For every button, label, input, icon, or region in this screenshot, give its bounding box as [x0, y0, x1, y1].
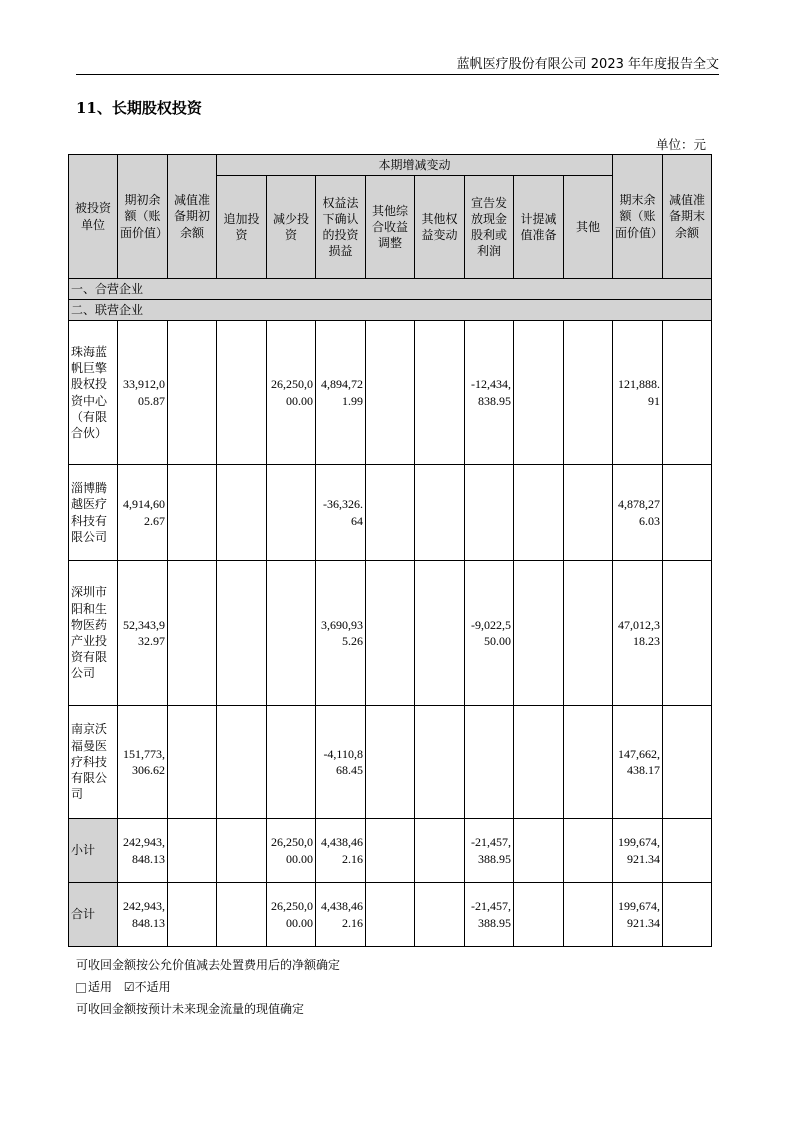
table-row [69, 706, 712, 819]
cell-impairment-provision [514, 561, 564, 706]
header-closing-impairment: 减值准备期末余额 [663, 155, 712, 279]
cell-additional-investment [217, 706, 267, 819]
cell-equity-method-income: -36,326.64 [316, 465, 366, 561]
cell-opening-balance: 151,773,306.62 [118, 706, 168, 819]
cell-other-equity-change [415, 465, 465, 561]
subtotal-other [564, 819, 613, 883]
subtotal-reduced-investment: 26,250,000.00 [267, 819, 316, 883]
header-additional-investment: 追加投资 [217, 176, 267, 279]
cell-investee: 南京沃福曼医疗科技有限公司 [69, 706, 118, 819]
cell-closing-balance: 121,888.91 [613, 321, 663, 465]
total-row [69, 883, 712, 947]
subtotal-impairment-provision [514, 819, 564, 883]
header-closing-balance: 期末余额（账面价值） [613, 155, 663, 279]
cell-additional-investment [217, 321, 267, 465]
cell-closing-balance: 47,012,318.23 [613, 561, 663, 706]
page-header [76, 57, 719, 75]
cell-oci-adjustment [366, 465, 415, 561]
subtotal-opening-impairment [168, 819, 217, 883]
total-oci-adjustment [366, 883, 415, 947]
total-other-equity-change [415, 883, 465, 947]
total-label: 合计 [69, 883, 118, 947]
not-applicable-checkbox-icon[interactable]: ☑ [123, 980, 135, 994]
cell-oci-adjustment [366, 706, 415, 819]
total-reduced-investment: 26,250,000.00 [267, 883, 316, 947]
subtotal-opening-balance: 242,943,848.13 [118, 819, 168, 883]
cell-other [564, 465, 613, 561]
table-row [69, 465, 712, 561]
total-additional-investment [217, 883, 267, 947]
cell-reduced-investment: 26,250,000.00 [267, 321, 316, 465]
header-reduced-investment: 减少投资 [267, 176, 316, 279]
total-dividends-declared: -21,457,388.95 [465, 883, 514, 947]
applicable-label: 适用 [88, 980, 113, 994]
header-other-equity-change: 其他权益变动 [415, 176, 465, 279]
cell-opening-impairment [168, 321, 217, 465]
header-changes-group: 本期增减变动 [217, 155, 613, 176]
total-opening-impairment [168, 883, 217, 947]
section-title: 11、长期股权投资 [76, 99, 202, 117]
total-equity-method-income: 4,438,462.16 [316, 883, 366, 947]
cell-opening-impairment [168, 561, 217, 706]
cell-closing-impairment [663, 321, 712, 465]
unit-label: 单位：元 [655, 137, 706, 152]
table-row [69, 321, 712, 465]
cell-equity-method-income: 4,894,721.99 [316, 321, 366, 465]
cell-other-equity-change [415, 706, 465, 819]
header-other: 其他 [564, 176, 613, 279]
not-applicable-label: 不适用 [134, 980, 171, 994]
cell-opening-balance: 33,912,005.87 [118, 321, 168, 465]
subtotal-label: 小计 [69, 819, 118, 883]
total-closing-impairment [663, 883, 712, 947]
cell-closing-impairment [663, 465, 712, 561]
header-oci-adjustment: 其他综合收益调整 [366, 176, 415, 279]
table-row [69, 561, 712, 706]
subtotal-dividends-declared: -21,457,388.95 [465, 819, 514, 883]
cell-opening-balance: 52,343,932.97 [118, 561, 168, 706]
cell-oci-adjustment [366, 561, 415, 706]
header-opening-balance: 期初余额（账面价值） [118, 155, 168, 279]
subtotal-additional-investment [217, 819, 267, 883]
subtotal-closing-impairment [663, 819, 712, 883]
cell-opening-impairment [168, 465, 217, 561]
cell-oci-adjustment [366, 321, 415, 465]
total-closing-balance: 199,674,921.34 [613, 883, 663, 947]
cell-opening-impairment [168, 706, 217, 819]
total-other [564, 883, 613, 947]
section-joint-ventures: 一、合营企业 [69, 279, 712, 300]
cell-equity-method-income: -4,110,868.45 [316, 706, 366, 819]
subtotal-other-equity-change [415, 819, 465, 883]
section-associates: 二、联营企业 [69, 300, 712, 321]
cell-additional-investment [217, 561, 267, 706]
cell-impairment-provision [514, 465, 564, 561]
cell-dividends-declared: -9,022,550.00 [465, 561, 514, 706]
cell-opening-balance: 4,914,602.67 [118, 465, 168, 561]
subtotal-row [69, 819, 712, 883]
cell-closing-impairment [663, 706, 712, 819]
cell-closing-balance: 147,662,438.17 [613, 706, 663, 819]
cell-closing-balance: 4,878,276.03 [613, 465, 663, 561]
cell-reduced-investment [267, 706, 316, 819]
note-fair-value-method: 可收回金额按公允价值减去处置费用后的净额确定 [76, 958, 341, 972]
header-equity-method-income: 权益法下确认的投资损益 [316, 176, 366, 279]
applicable-checkbox[interactable] [76, 983, 86, 993]
cell-additional-investment [217, 465, 267, 561]
subtotal-oci-adjustment [366, 819, 415, 883]
cell-dividends-declared [465, 706, 514, 819]
subtotal-closing-balance: 199,674,921.34 [613, 819, 663, 883]
applicability-options [76, 976, 340, 998]
cell-equity-method-income: 3,690,935.26 [316, 561, 366, 706]
cell-dividends-declared: -12,434,838.95 [465, 321, 514, 465]
cell-investee: 深圳市阳和生物医药产业投资有限公司 [69, 561, 118, 706]
cell-other [564, 561, 613, 706]
total-opening-balance: 242,943,848.13 [118, 883, 168, 947]
cell-dividends-declared [465, 465, 514, 561]
header-impairment-provision: 计提减值准备 [514, 176, 564, 279]
cell-reduced-investment [267, 561, 316, 706]
notes [76, 954, 340, 1020]
cell-other-equity-change [415, 561, 465, 706]
header-opening-impairment: 减值准备期初余额 [168, 155, 217, 279]
page-header-title: 蓝帆医疗股份有限公司 2023 年年度报告全文 [456, 57, 719, 72]
long-term-equity-investment-table [68, 154, 712, 947]
cell-other [564, 706, 613, 819]
cell-investee: 淄博腾越医疗科技有限公司 [69, 465, 118, 561]
total-impairment-provision [514, 883, 564, 947]
cell-investee: 珠海蓝帆巨擎股权投资中心（有限合伙） [69, 321, 118, 465]
cell-impairment-provision [514, 321, 564, 465]
cell-reduced-investment [267, 465, 316, 561]
header-investee: 被投资单位 [69, 155, 118, 279]
header-dividends-declared: 宣告发放现金股利或利润 [465, 176, 514, 279]
cell-other [564, 321, 613, 465]
cell-other-equity-change [415, 321, 465, 465]
cell-impairment-provision [514, 706, 564, 819]
subtotal-equity-method-income: 4,438,462.16 [316, 819, 366, 883]
note-present-value-method: 可收回金额按预计未来现金流量的现值确定 [76, 1002, 305, 1016]
cell-closing-impairment [663, 561, 712, 706]
